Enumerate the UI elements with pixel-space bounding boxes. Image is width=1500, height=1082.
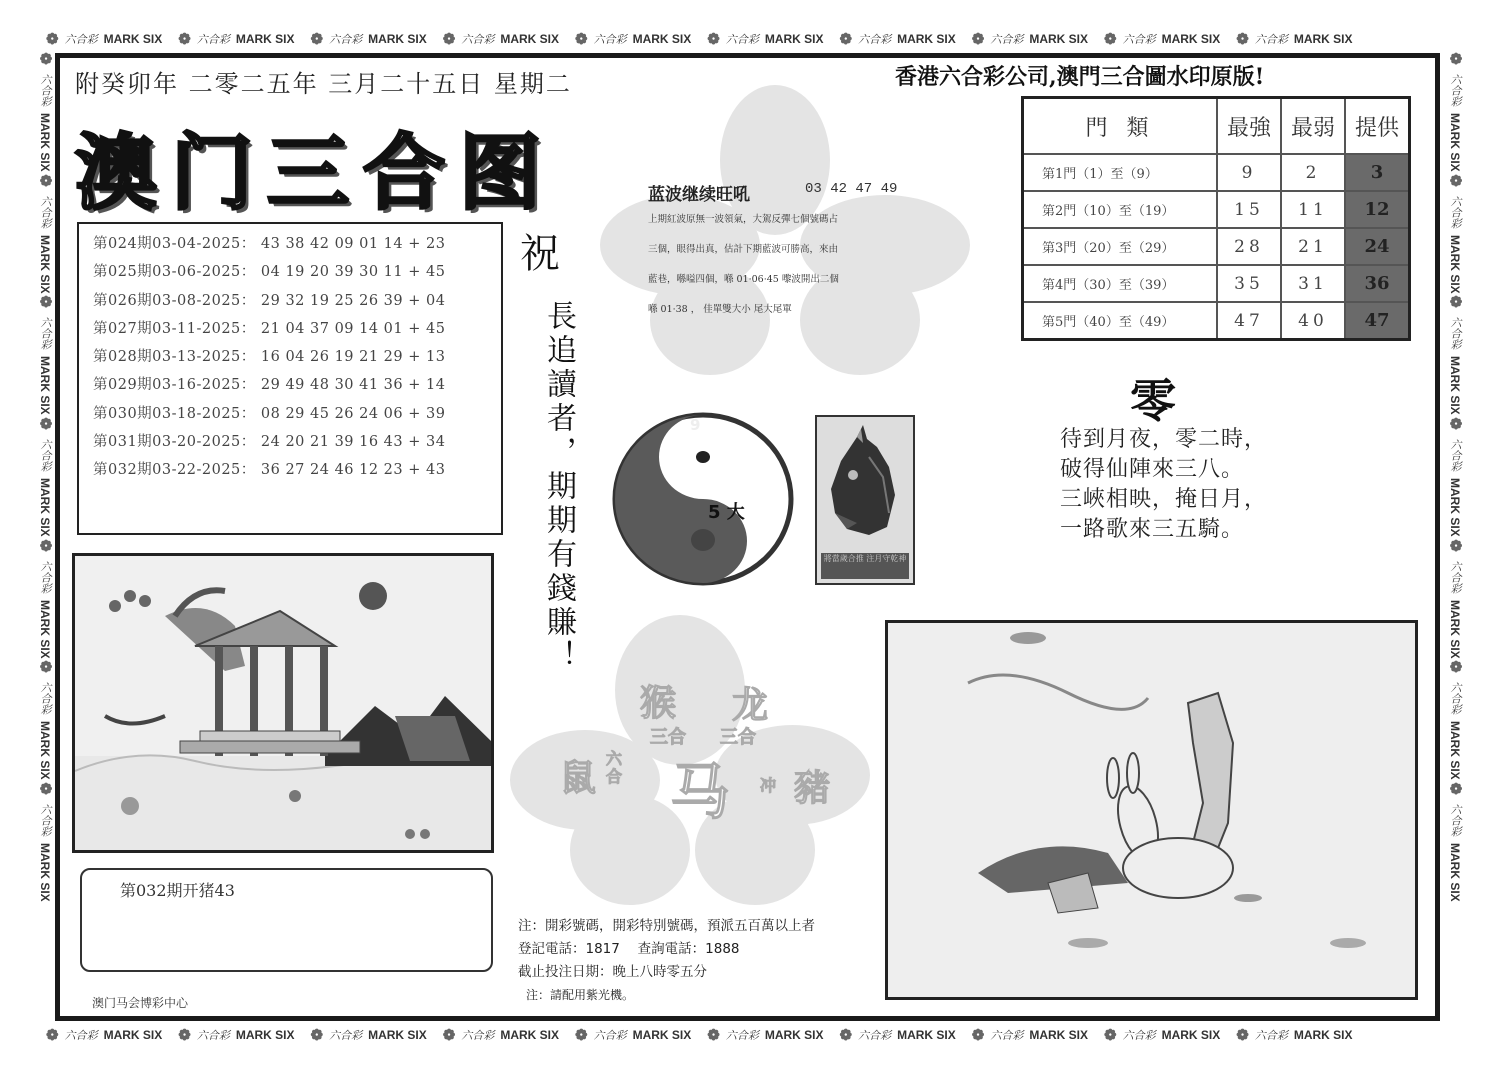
watermark-item [38,30,170,48]
watermark-item [303,30,435,48]
gate-give: 12 [1345,191,1410,228]
zodiac-monkey: 猴 [640,683,677,724]
flower-icon: ❁ [707,1027,720,1044]
note-line: 登記電話：1817 查詢電話：1888 [518,941,740,957]
watermark-text: MARK SIX [897,32,956,46]
watermark-brand: 六合彩 [725,1029,759,1042]
flower-icon: ❁ [1447,658,1464,677]
gate-weak: 40 [1281,302,1345,340]
yinyang-top-number: 9 [690,416,701,434]
flower-icon: ❁ [1447,171,1464,190]
gate-range: 第2門（10）至（19） [1023,191,1218,228]
watermark-text: MARK SIX [632,32,692,46]
watermark-text: MARK SIX [1448,721,1462,781]
watermark-item [435,1026,567,1044]
watermark-text: MARK SIX [38,478,52,537]
flower-icon: ❁ [310,1027,324,1044]
watermark-text: MARK SIX [38,234,52,294]
flower-icon: ❁ [46,1027,59,1044]
tip-line: 三個，眼得出真，估計下期藍波可勝高，來由 [648,244,839,255]
watermark-text: MARK SIX [1448,113,1462,172]
flower-icon: ❁ [178,1027,191,1044]
flower-icon: ❁ [442,31,456,48]
watermark-item [170,30,302,48]
flower-icon: ❁ [1447,415,1464,434]
watermark-text: MARK SIX [1161,32,1221,46]
flower-icon: ❁ [37,780,54,799]
watermark-brand: 六合彩 [329,33,363,46]
watermark-brand: 六合彩 [39,804,52,838]
watermark-item [435,30,567,48]
flower-icon: ❁ [839,1027,853,1044]
watermark-item [1228,30,1360,48]
flower-icon: ❁ [707,31,720,48]
poem-line: 待到月夜，零二時， [1060,427,1268,452]
header-gate: 門 類 [1023,98,1218,155]
flower-icon: ❁ [37,415,54,434]
watermark-item [964,1026,1096,1044]
flower-icon: ❁ [1447,536,1464,555]
gate-range: 第5門（40）至（49） [1023,302,1218,340]
watermark-brand: 六合彩 [461,33,495,46]
watermark-item [1446,780,1464,902]
watermark-text: MARK SIX [897,1028,956,1042]
watermark-brand: 六合彩 [196,33,230,46]
poem-line: 破得仙陣來三八。 [1060,457,1245,482]
lunar-date: 附癸卯年 二零二五年 三月二十五日 星期二 [75,70,572,98]
history-row: 第026期03-08-2025： 29 32 19 25 26 39 + 04 [93,292,446,309]
watermark-brand: 六合彩 [990,33,1024,46]
watermark-item [36,172,54,294]
watermark-text: MARK SIX [1029,1028,1088,1042]
flower-icon: ❁ [575,1027,588,1044]
tip-line: 喺 01·38 ， 佳單雙大小 尾大尾單 [648,304,792,315]
gate-give: 47 [1345,302,1410,340]
gate-strong: 28 [1217,228,1281,265]
flower-icon: ❁ [1236,31,1249,48]
watermark-strip-left [36,50,54,1025]
flower-icon: ❁ [971,1027,985,1044]
watermark-brand: 六合彩 [39,317,52,351]
watermark-item [170,1026,302,1044]
watermark-text: MARK SIX [1029,32,1088,46]
watermark-text: MARK SIX [235,32,295,46]
watermark-text: MARK SIX [1448,234,1462,294]
tip-title: 蓝波继续旺吼 [648,185,750,205]
history-row: 第029期03-16-2025： 29 49 48 30 41 36 + 14 [93,377,446,394]
tip-body [648,213,938,333]
watermark-item [1446,415,1464,537]
watermark-text: MARK SIX [38,599,52,659]
flower-icon: ❁ [1104,1027,1117,1044]
watermark-strip-bottom [38,1026,1466,1044]
watermark-item [36,293,54,415]
gate-range: 第4門（30）至（39） [1023,265,1218,302]
yinyang-bottom-label: 5 大 [708,502,745,523]
gate-strong: 9 [1217,154,1281,191]
watermark-text: MARK SIX [1448,843,1462,902]
watermark-item [1096,1026,1228,1044]
watermark-brand: 六合彩 [1449,74,1462,107]
page-title: 澳门三合图 [75,126,556,221]
tagline: 香港六合彩公司,澳門三合圖水印原版! [895,64,1265,90]
gate-strong: 15 [1217,191,1281,228]
flower-icon: ❁ [178,31,191,48]
note-line: 注：請配用紫光機。 [526,988,635,1002]
result-text: 第032期开猪43 [120,881,235,900]
watermark-item [832,1026,964,1044]
sanhe-right: 三合 [720,727,756,748]
flower-icon: ❁ [37,171,54,190]
watermark-item [1446,293,1464,415]
watermark-item [1446,172,1464,294]
gate-range: 第3門（20）至（29） [1023,228,1218,265]
zodiac-horse: 马 [670,758,730,828]
sanhe-left: 三合 [650,727,686,748]
watermark-brand: 六合彩 [64,33,98,46]
zodiac-dragon: 龙 [732,685,769,726]
flower-icon: ❁ [37,658,54,677]
header-weak: 最弱 [1281,98,1345,155]
table-row [1023,228,1410,265]
gate-weak: 21 [1281,228,1345,265]
tip-line: 藍巷，喺嗌四個，喺 01·06·45 嚟波開出二個 [648,274,839,285]
gate-weak: 2 [1281,154,1345,191]
gate-give: 3 [1345,154,1410,191]
watermark-text: MARK SIX [632,1028,692,1042]
flower-icon: ❁ [1104,31,1117,48]
watermark-text: MARK SIX [38,356,52,416]
header-strong: 最強 [1217,98,1281,155]
flower-icon: ❁ [46,31,59,48]
flower-icon: ❁ [1447,780,1464,799]
poem-line: 一路歌來三五騎。 [1060,517,1245,542]
flower-icon: ❁ [1447,293,1464,312]
header-give: 提供 [1345,98,1410,155]
watermark-brand: 六合彩 [196,1029,230,1042]
history-row: 第025期03-06-2025： 04 19 20 39 30 11 + 45 [93,264,446,281]
note-line: 截止投注日期：晚上八時零五分 [518,964,707,980]
watermark-brand: 六合彩 [1449,439,1462,473]
pavilion-illustration [72,553,494,853]
watermark-item [832,30,964,48]
watermark-brand: 六合彩 [1449,682,1462,716]
watermark-text: MARK SIX [235,1028,295,1042]
watermark-brand: 六合彩 [858,1029,892,1042]
history-row: 第032期03-22-2025： 36 27 24 46 12 23 + 43 [93,462,446,479]
poem-title: 零 [1130,374,1176,428]
watermark-text: MARK SIX [1448,356,1462,416]
flower-icon: ❁ [37,536,54,555]
footer-org: 澳门马会博彩中心 [92,996,189,1010]
flower-icon: ❁ [971,31,985,48]
rabbit-illustration [885,620,1418,1000]
poem-line: 三峽相映，掩日月， [1060,487,1268,512]
watermark-brand: 六合彩 [39,682,52,716]
watermark-brand: 六合彩 [1254,33,1288,46]
watermark-item [36,50,54,172]
blessing-first-char: 祝 [520,231,560,277]
history-row: 第031期03-20-2025： 24 20 21 39 16 43 + 34 [93,434,446,451]
watermark-brand: 六合彩 [1449,195,1462,229]
gate-strong: 35 [1217,265,1281,302]
watermark-text: MARK SIX [1448,478,1462,537]
draw-history-list [77,222,503,535]
history-row: 第024期03-04-2025： 43 38 42 09 01 14 + 23 [93,236,446,252]
watermark-text: MARK SIX [38,721,52,781]
tip-numbers: 03 42 47 49 [805,181,898,197]
watermark-item [567,30,699,48]
watermark-item [1446,658,1464,780]
watermark-brand: 六合彩 [725,33,759,46]
watermark-item [36,537,54,659]
watermark-brand: 六合彩 [39,560,52,594]
watermark-item [699,1026,831,1044]
flower-icon: ❁ [37,293,54,312]
watermark-brand: 六合彩 [593,1029,627,1042]
flower-icon: ❁ [575,31,588,48]
notes [518,915,815,1007]
watermark-item [1096,30,1228,48]
watermark-brand: 六合彩 [64,1029,98,1042]
watermark-brand: 六合彩 [329,1029,363,1042]
liuhe-label: 六合 [606,749,623,786]
watermark-text: MARK SIX [1161,1028,1221,1042]
watermark-item [303,1026,435,1044]
gate-weak: 11 [1281,191,1345,228]
watermark-text: MARK SIX [1448,599,1462,659]
watermark-brand: 六合彩 [990,1029,1024,1042]
watermark-brand: 六合彩 [39,195,52,229]
history-row: 第030期03-18-2025： 08 29 45 26 24 06 + 39 [93,405,446,422]
gate-strong: 47 [1217,302,1281,340]
flower-icon: ❁ [442,1027,456,1044]
history-row: 第028期03-13-2025： 16 04 26 19 21 29 + 13 [93,349,446,366]
watermark-text: MARK SIX [38,843,52,902]
watermark-brand: 六合彩 [1449,560,1462,594]
watermark-item [699,30,831,48]
watermark-brand: 六合彩 [1449,804,1462,838]
watermark-text: MARK SIX [103,1028,163,1042]
watermark-item [1446,537,1464,659]
flower-icon: ❁ [1447,50,1464,68]
flower-icon: ❁ [310,31,324,48]
gate-give: 36 [1345,265,1410,302]
watermark-brand: 六合彩 [593,33,627,46]
watermark-text: MARK SIX [1293,32,1353,46]
gate-table [1021,96,1411,341]
watermark-item [36,658,54,780]
watermark-text: MARK SIX [500,1028,559,1042]
table-row [1023,265,1410,302]
watermark-brand: 六合彩 [858,33,892,46]
history-row: 第027期03-11-2025： 21 04 37 09 14 01 + 45 [93,320,446,337]
watermark-text: MARK SIX [764,1028,824,1042]
watermark-item [1446,50,1464,172]
watermark-item [36,780,54,902]
watermark-item [567,1026,699,1044]
result-box [80,868,493,972]
watermark-brand: 六合彩 [1122,1029,1156,1042]
gate-give: 24 [1345,228,1410,265]
watermark-item [964,30,1096,48]
poem-body [1060,425,1267,545]
chong-label: 冲 [760,776,777,795]
watermark-brand: 六合彩 [1122,33,1156,46]
note-line: 注：開彩號碼，開彩特別號碼，預派五百萬以上者 [518,918,815,934]
flower-icon: ❁ [839,31,853,48]
yinyang-symbol [612,412,794,587]
flower-icon: ❁ [1236,1027,1249,1044]
watermark-brand: 六合彩 [461,1029,495,1042]
horse-caption: 將當歲合推 注月守乾神 [821,553,909,579]
watermark-brand: 六合彩 [1254,1029,1288,1042]
flower-icon: ❁ [37,50,54,68]
watermark-brand: 六合彩 [39,439,52,473]
zodiac-pig: 豬 [794,768,831,809]
watermark-item [38,1026,170,1044]
watermark-strip-top [38,30,1466,48]
watermark-strip-right [1446,50,1464,1025]
zodiac-rat: 鼠 [560,758,597,799]
table-row [1023,191,1410,228]
watermark-text: MARK SIX [764,32,824,46]
watermark-text: MARK SIX [38,113,52,172]
watermark-item [36,415,54,537]
horse-image [815,415,915,585]
gate-range: 第1門（1）至（9） [1023,154,1218,191]
watermark-text: MARK SIX [500,32,559,46]
watermark-item [1228,1026,1360,1044]
watermark-brand: 六合彩 [39,74,52,107]
table-row [1023,154,1410,191]
table-row [1023,302,1410,340]
watermark-text: MARK SIX [368,32,427,46]
watermark-text: MARK SIX [368,1028,427,1042]
blessing-text: 長追讀者，期期有錢賺！ [541,300,576,674]
watermark-text: MARK SIX [103,32,163,46]
tip-line: 上期紅波原無一波領氣，大駕反彈七個號碼占 [648,214,839,225]
horse-head-icon [817,417,913,553]
watermark-text: MARK SIX [1293,1028,1353,1042]
watermark-brand: 六合彩 [1449,317,1462,351]
gate-weak: 31 [1281,265,1345,302]
